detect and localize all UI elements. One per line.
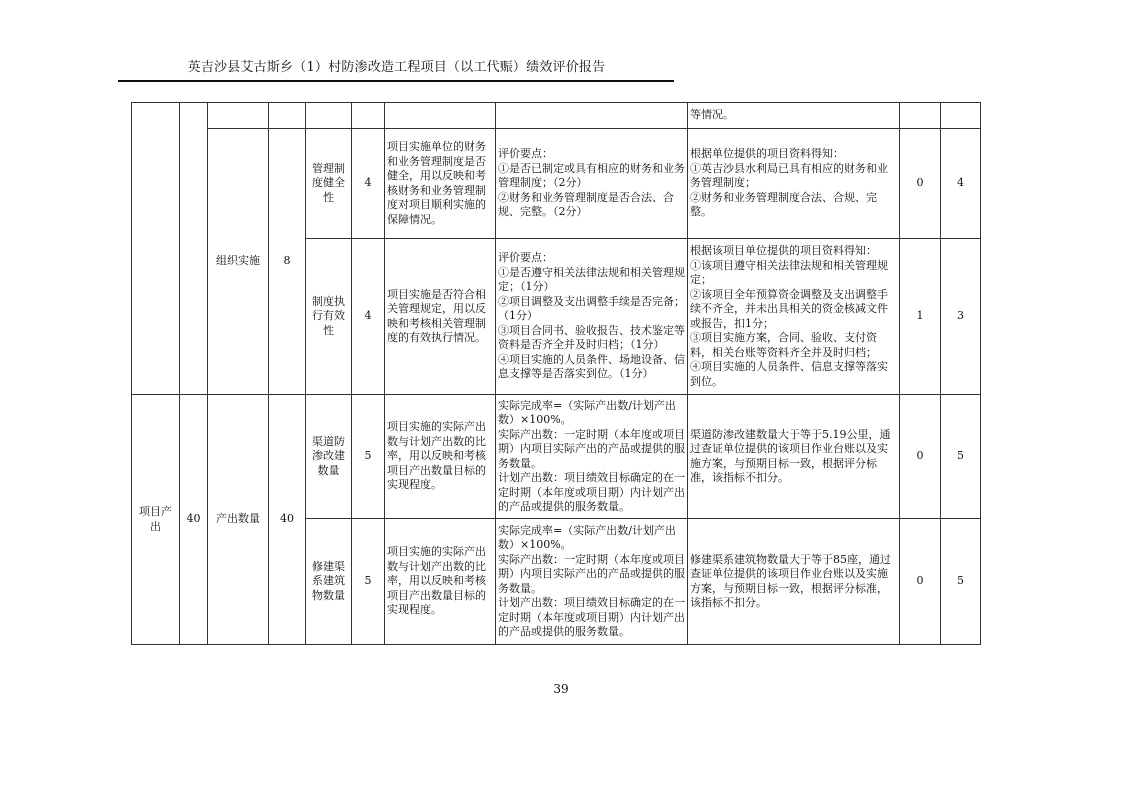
indicator-cell-empty [306, 103, 352, 129]
table-row [132, 129, 981, 239]
findings-line: 根据单位提供的项目资料得知： [690, 147, 844, 161]
final-score-value: 5 [941, 395, 981, 519]
criteria-line: 实际完成率=（实际产出数/计划产出数）×100%。 [498, 398, 676, 426]
criteria-line: ①是否已制定或具有相应的财务和业务管理制度；（2分） [498, 161, 685, 190]
indicator-name: 渠道防渗改建数量 [306, 395, 352, 519]
findings-cell [688, 129, 900, 239]
table-row [132, 395, 981, 519]
deduction-value: 1 [900, 239, 941, 395]
criteria-line: ③项目合同书、验收报告、技术鉴定等资料是否齐全并及时归档；（1分） [498, 323, 685, 352]
deduction-value: 0 [900, 519, 941, 645]
findings-cell [688, 239, 900, 395]
level1-score-cell-empty [180, 103, 208, 395]
final-score-value: 5 [941, 519, 981, 645]
score-cell-empty [352, 103, 385, 129]
criteria-cell-empty [496, 103, 688, 129]
findings-line: ④项目实施的人员条件、信息支撑等落实到位。 [690, 360, 888, 388]
level1-cell-empty [132, 103, 180, 395]
criteria-line: ②财务和业务管理制度是否合法、合规、完整。（2分） [498, 190, 674, 219]
deduction-cell-empty [900, 103, 941, 129]
criteria-line: 实际产出数：一定时期（本年度或项目期）内项目实际产出的产品或提供的服务数量。 [498, 552, 685, 595]
findings-line: ②该项目全年预算资金调整及支出调整手续不齐全，并未出具相关的资金核减文件或报告，扣1分； [690, 287, 888, 330]
findings-line: ①英吉沙县水利局已具有相应的财务和业务管理制度； [690, 161, 888, 190]
findings-line: 根据该项目单位提供的项目资料得知： [690, 244, 877, 257]
indicator-score: 5 [352, 519, 385, 645]
level2-cell-empty [208, 103, 269, 129]
level1-name: 项目产出 [132, 395, 180, 645]
level1-score: 40 [180, 395, 208, 645]
indicator-score: 5 [352, 395, 385, 519]
findings-cell [688, 395, 900, 519]
findings-cell [688, 519, 900, 645]
findings-line: ①该项目遵守相关法律法规和相关管理规定； [690, 258, 888, 286]
final-score-value: 4 [941, 129, 981, 239]
indicator-explanation: 项目实施是否符合相关管理规定，用以反映和考核相关管理制度的有效执行情况。 [385, 239, 496, 395]
level2-score: 8 [269, 129, 306, 395]
level2-score-cell-empty [269, 103, 306, 129]
level2-score: 40 [269, 395, 306, 645]
deduction-value: 0 [900, 395, 941, 519]
evaluation-table [131, 102, 981, 645]
criteria-line: 计划产出数：项目绩效目标确定的在一定时期（本年度或项目期）内计划产出的产品或提供的服务数量。 [498, 596, 685, 638]
indicator-name: 制度执行有效性 [306, 239, 352, 395]
indicator-explanation: 项目实施的实际产出数与计划产出数的比率，用以反映和考核项目产出数量目标的实现程度。 [385, 395, 496, 519]
page-header-title: 英吉沙县艾古斯乡（1）村防渗改造工程项目（以工代赈）绩效评价报告 [187, 60, 606, 75]
criteria-line: ②项目调整及支出调整手续是否完备；（1分） [498, 294, 685, 323]
criteria-cell [496, 395, 688, 519]
level2-name: 组织实施 [208, 129, 269, 395]
indicator-score: 4 [352, 239, 385, 395]
findings-line: ②财务和业务管理制度合法、合规、完整。 [690, 190, 877, 219]
criteria-line: ④项目实施的人员条件、场地设备、信息支撑等是否落实到位。（1分） [498, 352, 685, 381]
findings-line: 修建渠系建筑物数量大于等于85座，通过查证单位提供的该项目作业台账以及实施方案，与预期目标一致，根据评分标准，该指标不扣分。 [690, 552, 891, 609]
findings-line: 渠道防渗改建数量大于等于5.19公里，通过查证单位提供的该项目作业台账以及实施方案，与预期目标一致，根据评分标准，该指标不扣分。 [690, 427, 891, 484]
indicator-score: 4 [352, 129, 385, 239]
criteria-line: 评价要点： [498, 251, 553, 265]
criteria-cell [496, 129, 688, 239]
criteria-line: 实际完成率=（实际产出数/计划产出数）×100%。 [498, 523, 676, 551]
criteria-line: 计划产出数：项目绩效目标确定的在一定时期（本年度或项目期）内计划产出的产品或提供的服务数量。 [498, 471, 685, 513]
criteria-line: ①是否遵守相关法律法规和相关管理规定；（1分） [498, 265, 685, 294]
level2-name: 产出数量 [208, 395, 269, 645]
indicator-name: 修建渠系建筑物数量 [306, 519, 352, 645]
criteria-cell [496, 519, 688, 645]
page-number: 39 [553, 682, 569, 696]
indicator-explanation: 项目实施的实际产出数与计划产出数的比率，用以反映和考核项目产出数量目标的实现程度。 [385, 519, 496, 645]
criteria-line: 评价要点： [498, 147, 553, 161]
criteria-cell [496, 239, 688, 395]
final-score-value: 3 [941, 239, 981, 395]
explanation-cell-empty [385, 103, 496, 129]
criteria-line: 实际产出数：一定时期（本年度或项目期）内项目实际产出的产品或提供的服务数量。 [498, 427, 685, 470]
final-score-cell-empty [941, 103, 981, 129]
indicator-explanation: 项目实施单位的财务和业务管理制度是否健全，用以反映和考核财务和业务管理制度对项目顺利实施的保障情况。 [385, 129, 496, 239]
deduction-value: 0 [900, 129, 941, 239]
findings-cell: 等情况。 [688, 103, 900, 129]
findings-line: ③项目实施方案，合同、验收、支付资料，相关台账等资料齐全并及时归档； [690, 331, 877, 359]
indicator-name: 管理制度健全性 [306, 129, 352, 239]
header-rule [118, 80, 674, 82]
table-row [132, 103, 981, 129]
